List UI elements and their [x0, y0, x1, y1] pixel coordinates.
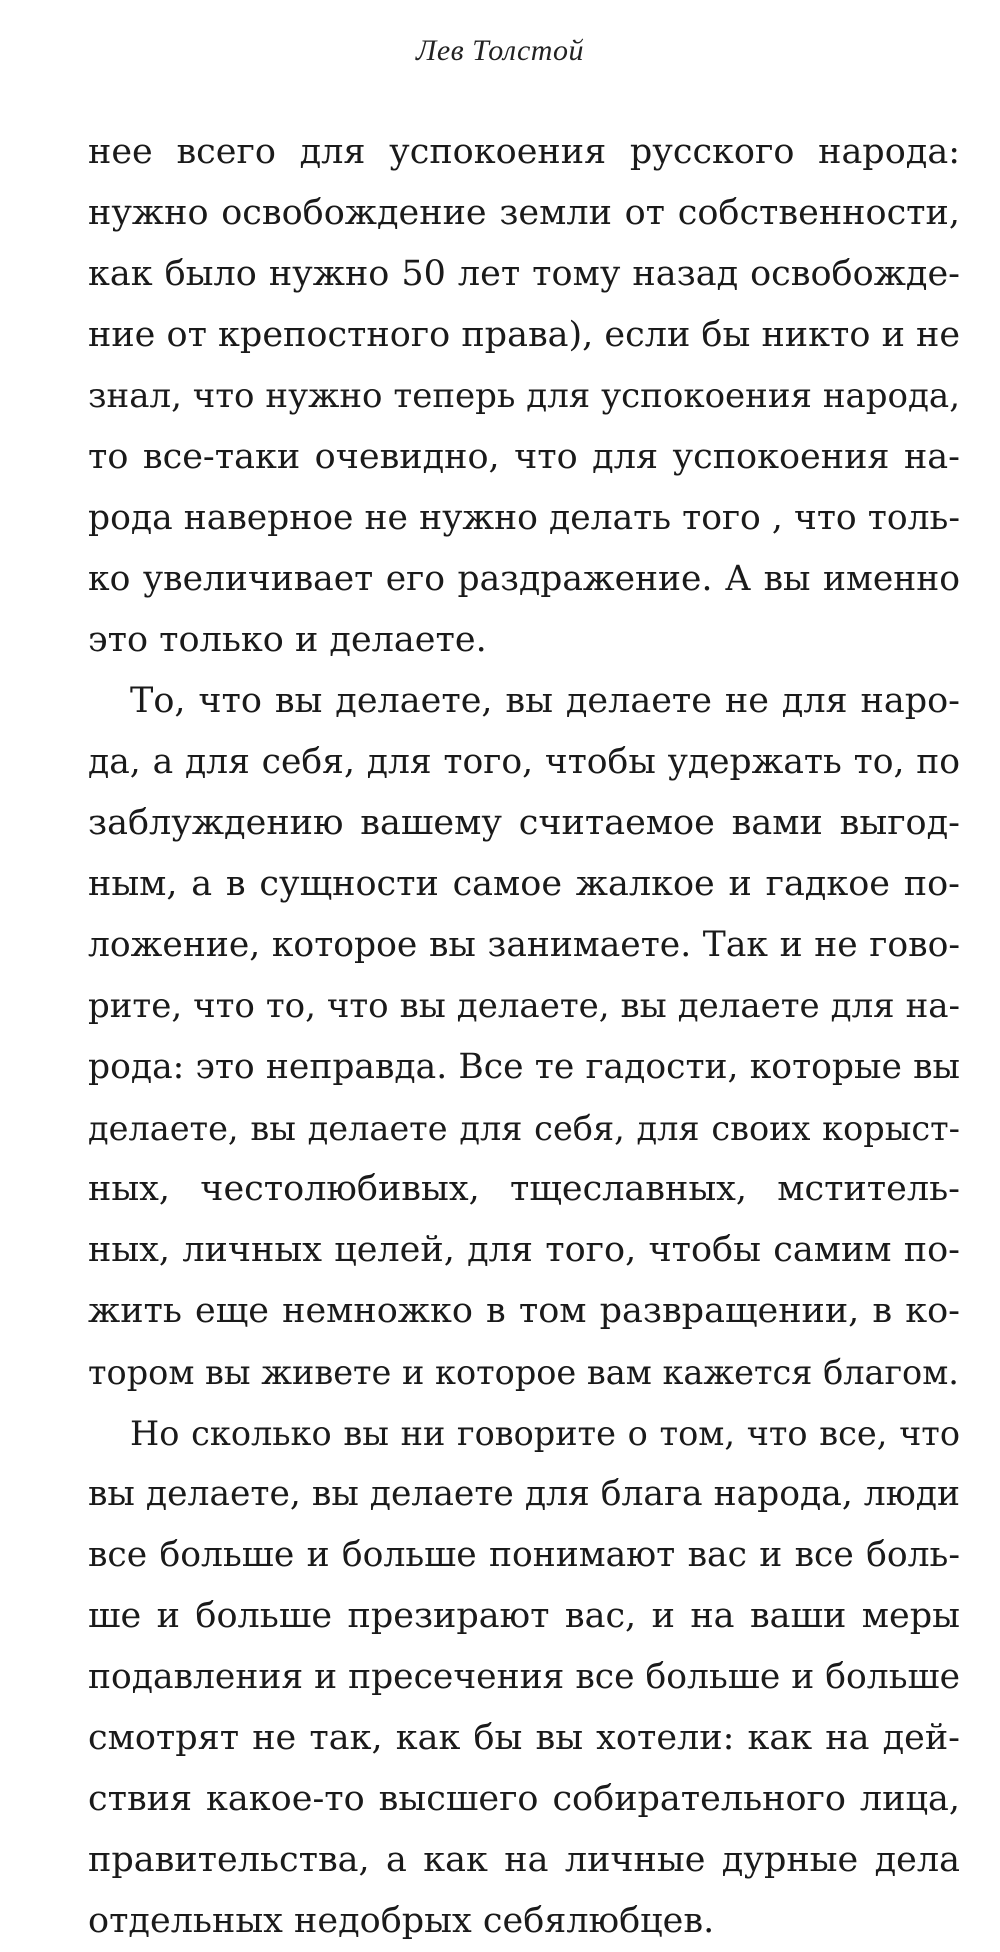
text-line: как было нужно 50 лет тому назад освобожде-: [88, 254, 960, 294]
text-line: да, а для себя, для того, чтобы удержать то, по: [88, 742, 960, 782]
text-line: вы делаете, вы делаете для блага народа, люди: [88, 1474, 960, 1514]
text-line: рите, что то, что вы делаете, вы делаете для на-: [88, 986, 960, 1026]
text-line: нужно освобождение земли от собственности,: [88, 193, 960, 233]
text-line: жить еще немножко в том развращении, в ко-: [88, 1291, 960, 1331]
text-line: ных, честолюбивых, тщеславных, мститель-: [88, 1169, 960, 1209]
text-line: нее всего для успокоения русского народа:: [88, 132, 960, 172]
text-line: заблуждению вашему считаемое вами выгод-: [88, 803, 960, 843]
text-line: ше и больше презирают вас, и на ваши меры: [88, 1596, 960, 1636]
text-line: тором вы живете и которое вам кажется благом.: [88, 1353, 959, 1392]
paragraph-first-line: То, что вы делаете, вы делаете не для наро-: [130, 681, 960, 721]
text-line: правительства, а как на личные дурные дела: [88, 1840, 960, 1880]
text-line: отдельных недобрых себялюбцев.: [88, 1901, 715, 1941]
text-line: это только и делаете.: [88, 620, 487, 660]
body-text: [88, 122, 960, 1952]
text-line: все больше и больше понимают вас и все боль-: [88, 1535, 960, 1575]
text-line: ствия какое-то высшего собирательного лица,: [88, 1779, 960, 1819]
text-line: то все-таки очевидно, что для успокоения на-: [88, 437, 960, 477]
text-line: ных, личных целей, для того, чтобы самим по-: [88, 1230, 960, 1270]
text-line: знал, что нужно теперь для успокоения народа,: [88, 376, 960, 416]
text-line: ным, а в сущности самое жалкое и гадкое по-: [88, 864, 960, 904]
text-line: рода: это неправда. Все те гадости, которые вы: [88, 1047, 960, 1087]
text-line: рода наверное не нужно делать того , что толь-: [88, 498, 960, 538]
text-line: подавления и пресечения все больше и больше: [88, 1657, 960, 1697]
paragraph-first-line: Но сколько вы ни говорите о том, что все, что: [130, 1414, 960, 1453]
text-line: делаете, вы делаете для себя, для своих корыст-: [88, 1109, 960, 1148]
running-head: Лев Толстой: [416, 34, 584, 67]
text-line: ние от крепостного права), если бы никто и не: [88, 315, 961, 355]
text-line: ко увеличивает его раздражение. А вы именно: [88, 559, 960, 599]
text-line: смотрят не так, как бы вы хотели: как на дей-: [88, 1718, 960, 1758]
text-line: ложение, которое вы занимаете. Так и не гово-: [88, 925, 960, 965]
